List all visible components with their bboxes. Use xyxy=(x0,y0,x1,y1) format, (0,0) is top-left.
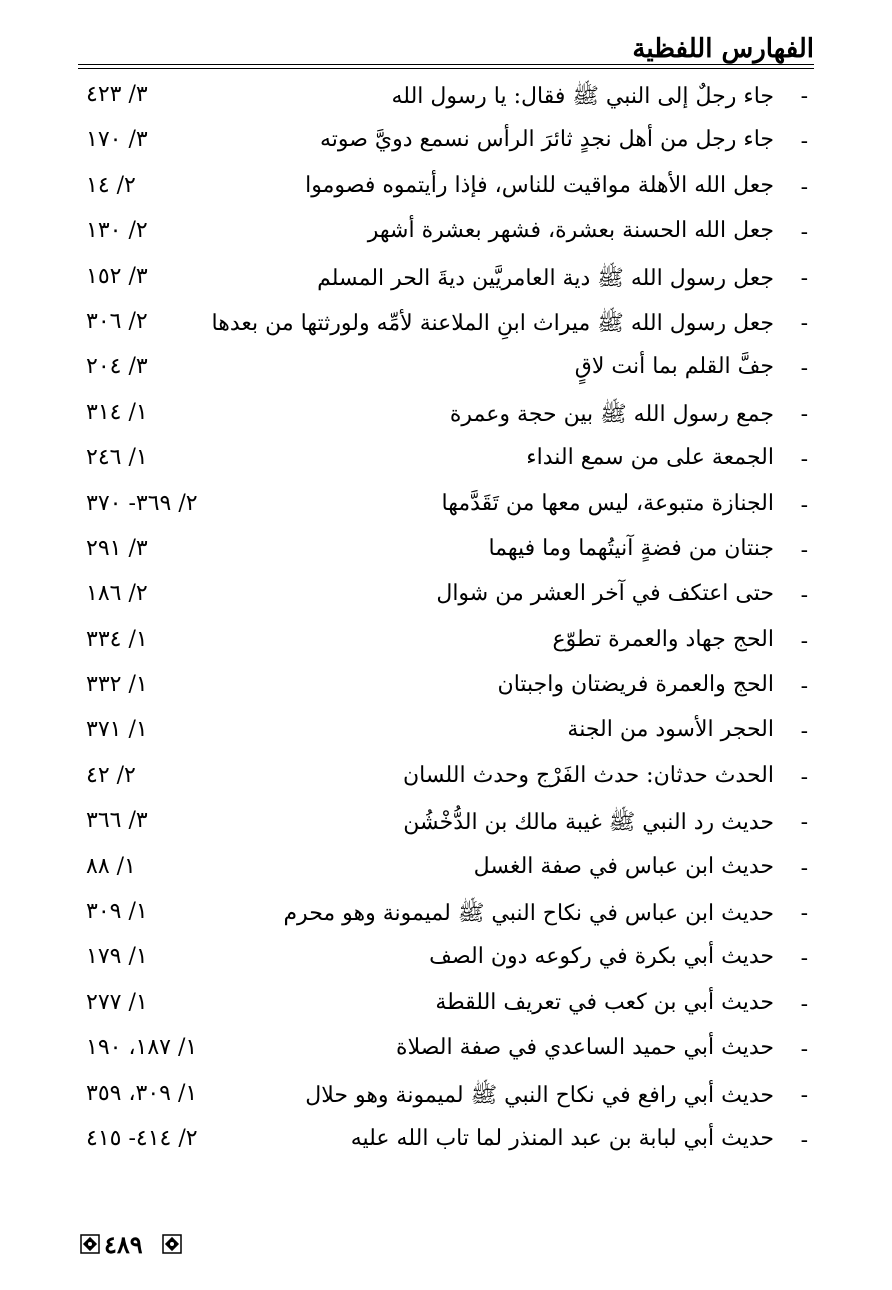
floral-ornament-icon xyxy=(162,1234,182,1254)
entry-reference: ١/ ٣٠٩، ٣٥٩ xyxy=(86,1080,198,1106)
entry-dash: - xyxy=(800,583,808,609)
page-footer xyxy=(80,1228,280,1262)
entry-dash: - xyxy=(800,1127,808,1153)
entry-text: جفَّ القلم بما أنت لاقٍ xyxy=(574,354,774,380)
entry-text: حديث ابن عباس في نكاح النبي ﷺ لميمونة وهو محرم xyxy=(283,901,774,927)
index-entry xyxy=(78,802,814,847)
entry-reference: ٣/ ٤٢٣ xyxy=(86,82,148,107)
entry-reference: ٢/ ١٣٠ xyxy=(86,218,148,244)
entry-dash: - xyxy=(800,719,808,745)
entry-reference: ٣/ ١٧٠ xyxy=(86,127,148,153)
entry-dash: - xyxy=(800,129,808,155)
index-entry xyxy=(78,485,814,530)
page-header xyxy=(78,28,814,64)
entry-dash: - xyxy=(800,1037,808,1063)
entry-text: جعل الله الأهلة مواقيت للناس، فإذا رأيتموه فصوموا xyxy=(305,172,774,198)
entry-text: جاء رجل من أهل نجدٍ ثائرَ الرأس نسمع دويَّ صوته xyxy=(319,127,774,153)
entry-dash: - xyxy=(800,84,808,109)
running-title: الفهارس اللفظية xyxy=(632,34,814,64)
entry-text: حديث أبي حميد الساعدي في صفة الصلاة xyxy=(396,1035,774,1061)
index-entry xyxy=(78,711,814,756)
index-entry xyxy=(78,621,814,666)
entry-text: جنتان من فضةٍ آنيتُهما وما فيهما xyxy=(488,535,774,561)
entry-text: حديث أبي بكرة في ركوعه دون الصف xyxy=(429,944,774,970)
entry-dash: - xyxy=(800,901,808,927)
index-entries xyxy=(78,76,814,1165)
entry-text: حديث أبي بن كعب في تعريف اللقطة xyxy=(435,989,774,1015)
entry-dash: - xyxy=(800,674,808,700)
entry-text: الجمعة على من سمع النداء xyxy=(526,445,774,471)
entry-dash: - xyxy=(800,265,808,291)
index-entry xyxy=(78,121,814,166)
entry-text: الحدث حدثان: حدث الفَرْج وحدث اللسان xyxy=(403,762,774,788)
entry-dash: - xyxy=(800,855,808,881)
entry-dash: - xyxy=(800,991,808,1017)
entry-text: حديث ابن عباس في صفة الغسل xyxy=(473,853,774,879)
header-rule-top xyxy=(78,64,814,65)
entry-reference: ٢/ ٣٦٩- ٣٧٠ xyxy=(86,490,198,516)
entry-reference: ١/ ٣٣٢ xyxy=(86,672,148,698)
entry-reference: ٢/ ٣٠٦ xyxy=(86,308,148,334)
index-entry xyxy=(78,984,814,1029)
entry-reference: ٢/ ٤٢ xyxy=(86,762,136,788)
entry-reference: ٢/ ١٨٦ xyxy=(86,581,148,607)
index-entry xyxy=(78,1120,814,1165)
index-entry xyxy=(78,1075,814,1120)
entry-text: جعل رسول الله ﷺ ميراث ابنِ الملاعنة لأمِّه ولورثتها من بعدها xyxy=(211,310,774,336)
entry-dash: - xyxy=(800,1082,808,1108)
index-entry xyxy=(78,303,814,348)
index-entry xyxy=(78,666,814,711)
entry-text: الحج جهاد والعمرة تطوّع xyxy=(552,626,774,652)
index-entry xyxy=(78,212,814,257)
entry-reference: ٣/ ٣٦٦ xyxy=(86,808,148,834)
index-entry xyxy=(78,938,814,983)
entry-reference: ١/ ٣٣٤ xyxy=(86,626,148,652)
index-entry xyxy=(78,1029,814,1074)
entry-dash: - xyxy=(800,401,808,427)
index-entry xyxy=(78,167,814,212)
index-entry xyxy=(78,575,814,620)
index-entry xyxy=(78,76,814,121)
entry-dash: - xyxy=(800,810,808,836)
entry-text: الحجر الأسود من الجنة xyxy=(567,717,774,743)
floral-ornament-icon xyxy=(80,1234,100,1254)
entry-dash: - xyxy=(800,537,808,563)
entry-dash: - xyxy=(800,492,808,518)
entry-dash: - xyxy=(800,946,808,972)
index-entry xyxy=(78,439,814,484)
entry-text: جعل رسول الله ﷺ دية العامريَّين ديةَ الحر المسلم xyxy=(317,265,774,291)
entry-reference: ١/ ٢٤٦ xyxy=(86,445,148,471)
entry-dash: - xyxy=(800,447,808,473)
header-rule-bottom xyxy=(78,68,814,69)
index-entry xyxy=(78,258,814,303)
entry-text: حديث أبي رافع في نكاح النبي ﷺ لميمونة وهو حلال xyxy=(305,1082,774,1108)
entry-text: الجنازة متبوعة، ليس معها من تَقَدَّمها xyxy=(441,490,774,516)
entry-reference: ١/ ٨٨ xyxy=(86,853,136,879)
entry-text: حديث أبي لبابة بن عبد المنذر لما تاب الله عليه xyxy=(350,1125,774,1151)
entry-reference: ١/ ٣١٤ xyxy=(86,399,148,425)
index-entry xyxy=(78,394,814,439)
entry-reference: ١/ ٣٠٩ xyxy=(86,899,148,925)
index-entry xyxy=(78,848,814,893)
entry-text: حديث رد النبي ﷺ غيبة مالك بن الدُّخْشُن xyxy=(403,810,774,836)
index-entry xyxy=(78,530,814,575)
entry-reference: ٢/ ٤١٤- ٤١٥ xyxy=(86,1125,198,1151)
index-entry xyxy=(78,757,814,802)
entry-dash: - xyxy=(800,220,808,246)
entry-reference: ٣/ ١٥٢ xyxy=(86,263,148,289)
index-entry xyxy=(78,348,814,393)
entry-text: الحج والعمرة فريضتان واجبتان xyxy=(497,672,774,698)
entry-reference: ١/ ١٧٩ xyxy=(86,944,148,970)
entry-reference: ٣/ ٢٠٤ xyxy=(86,354,148,380)
entry-text: جمع رسول الله ﷺ بين حجة وعمرة xyxy=(449,401,774,427)
entry-dash: - xyxy=(800,356,808,382)
entry-dash: - xyxy=(800,628,808,654)
entry-reference: ٣/ ٢٩١ xyxy=(86,535,148,561)
entry-reference: ٢/ ١٤ xyxy=(86,172,136,198)
entry-dash: - xyxy=(800,764,808,790)
entry-reference: ١/ ١٨٧، ١٩٠ xyxy=(86,1035,198,1061)
entry-dash: - xyxy=(800,310,808,336)
index-entry xyxy=(78,893,814,938)
entry-text: حتى اعتكف في آخر العشر من شوال xyxy=(436,581,774,607)
entry-reference: ١/ ٢٧٧ xyxy=(86,989,148,1015)
entry-text: جاء رجلٌ إلى النبي ﷺ فقال: يا رسول الله xyxy=(391,84,774,109)
entry-reference: ١/ ٣٧١ xyxy=(86,717,148,743)
page-number: ٤٨٩ xyxy=(104,1230,143,1259)
entry-text: جعل الله الحسنة بعشرة، فشهر بعشرة أشهر xyxy=(367,218,774,244)
entry-dash: - xyxy=(800,174,808,200)
